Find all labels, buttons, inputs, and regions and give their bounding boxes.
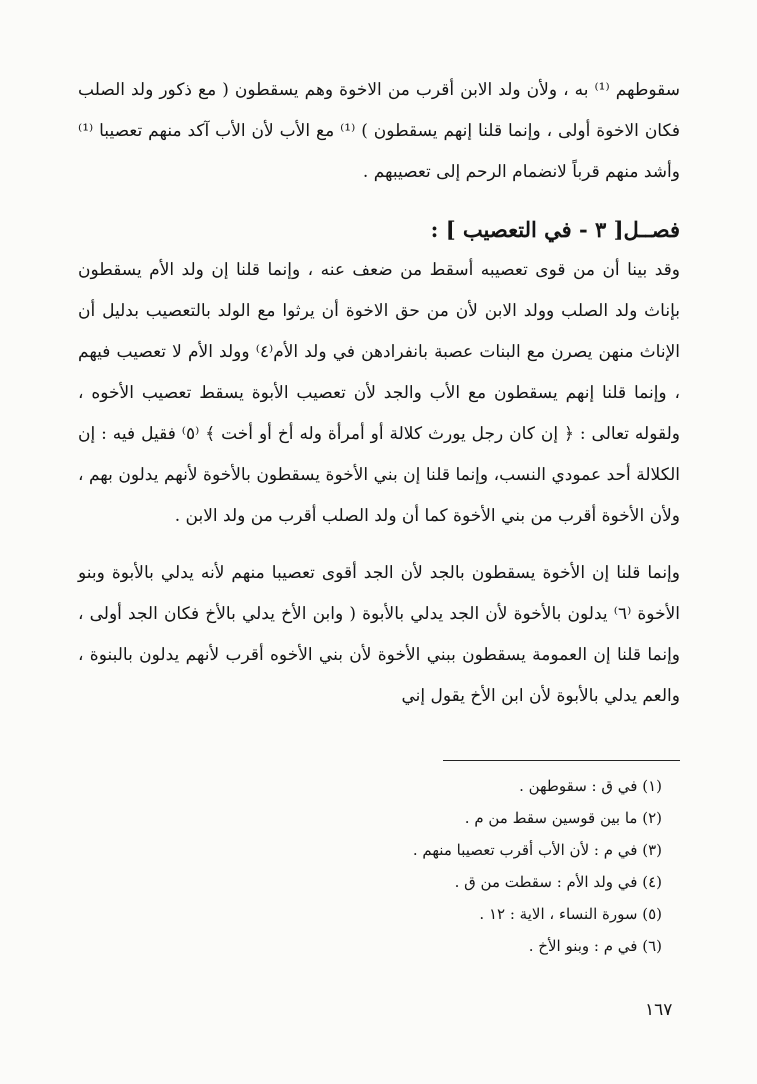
section-heading: فصــل[ ٣ - في التعصيب ] : xyxy=(430,217,680,242)
paragraph-2: وقد بينا أن من قوى تعصيبه أسقط من ضعف عنه ، وإنما قلنا إن ولد الأم يسقطون بإناث ولد الصلب وولد الابن لأن من حق الاخوة أن يرثوا مع الولد بالتعصيب بدليل أن الإناث منهن يصرن مع البنات عصبة بانفرادهن في ولد الأم⁽٤⁾ وولد الأم لا تعصيب فيهم ، وإنما قلنا إنهم يسقطون مع الأب والجد لأن تعصيب الأبوة يسقط تعصيب الأخوه ، ولقوله تعالى : ﴿ إن كان رجل يورث كلالة أو أمرأة وله أخ أو أخت ﴾ ⁽٥⁾ فقيل فيه : إن الكلالة أحد عمودي النسب، وإنما قلنا إن بني الأخوة يسقطون بالأخوة لأنهم يدلون بهم ، ولأن الأخوة أقرب من بني الأخوة كما أن ولد الصلب أقرب من ولد الابن . xyxy=(78,260,681,526)
page-number: ١٦٧ xyxy=(645,1000,673,1020)
footnote-divider xyxy=(443,760,680,761)
footnote-2: (٢) ما بين قوسين سقط من م . xyxy=(464,809,662,827)
footnote-4: (٤) في ولد الأم : سقطت من ق . xyxy=(454,873,662,891)
footnote-5: (٥) سورة النساء ، الاية : ١٢ . xyxy=(479,905,662,923)
paragraph-3: وإنما قلنا إن الأخوة يسقطون بالجد لأن الجد أقوى تعصيبا منهم لأنه يدلي بالأبوة وبنو الأخوة ⁽٦⁾ يدلون بالأخوة لأن الجد يدلي بالأبوة ( وابن الأخ يدلي بالأخ فكان الجد أولى ، وإنما قلنا إن العمومة يسقطون ببني الأخوة لأن بني الأخوه أقرب لأنهم يدلون بالبنوة ، والعم يدلي بالأبوة لأن ابن الأخ يقول إني xyxy=(78,563,680,706)
footnote-1: (١) في ق : سقوطهن . xyxy=(519,777,662,795)
paragraph-1: سقوطهم ⁽¹⁾ به ، ولأن ولد الابن أقرب من الاخوة وهم يسقطون ( مع ذكور ولد الصلب فكان الاخوة أولى ، وإنما قلنا إنهم يسقطون ) ⁽¹⁾ مع الأب لأن الأب آكد منهم تعصيبا ⁽¹⁾ وأشد منهم قرباً لانضمام الرحم إلى تعصيبهم . xyxy=(78,80,681,182)
main-text xyxy=(78,70,680,717)
footnotes-list xyxy=(300,770,662,962)
footnote-3: (٣) في م : لأن الأب أقرب تعصيبا منهم . xyxy=(412,841,662,859)
footnote-6: (٦) في م : وبنو الأخ . xyxy=(528,937,662,955)
